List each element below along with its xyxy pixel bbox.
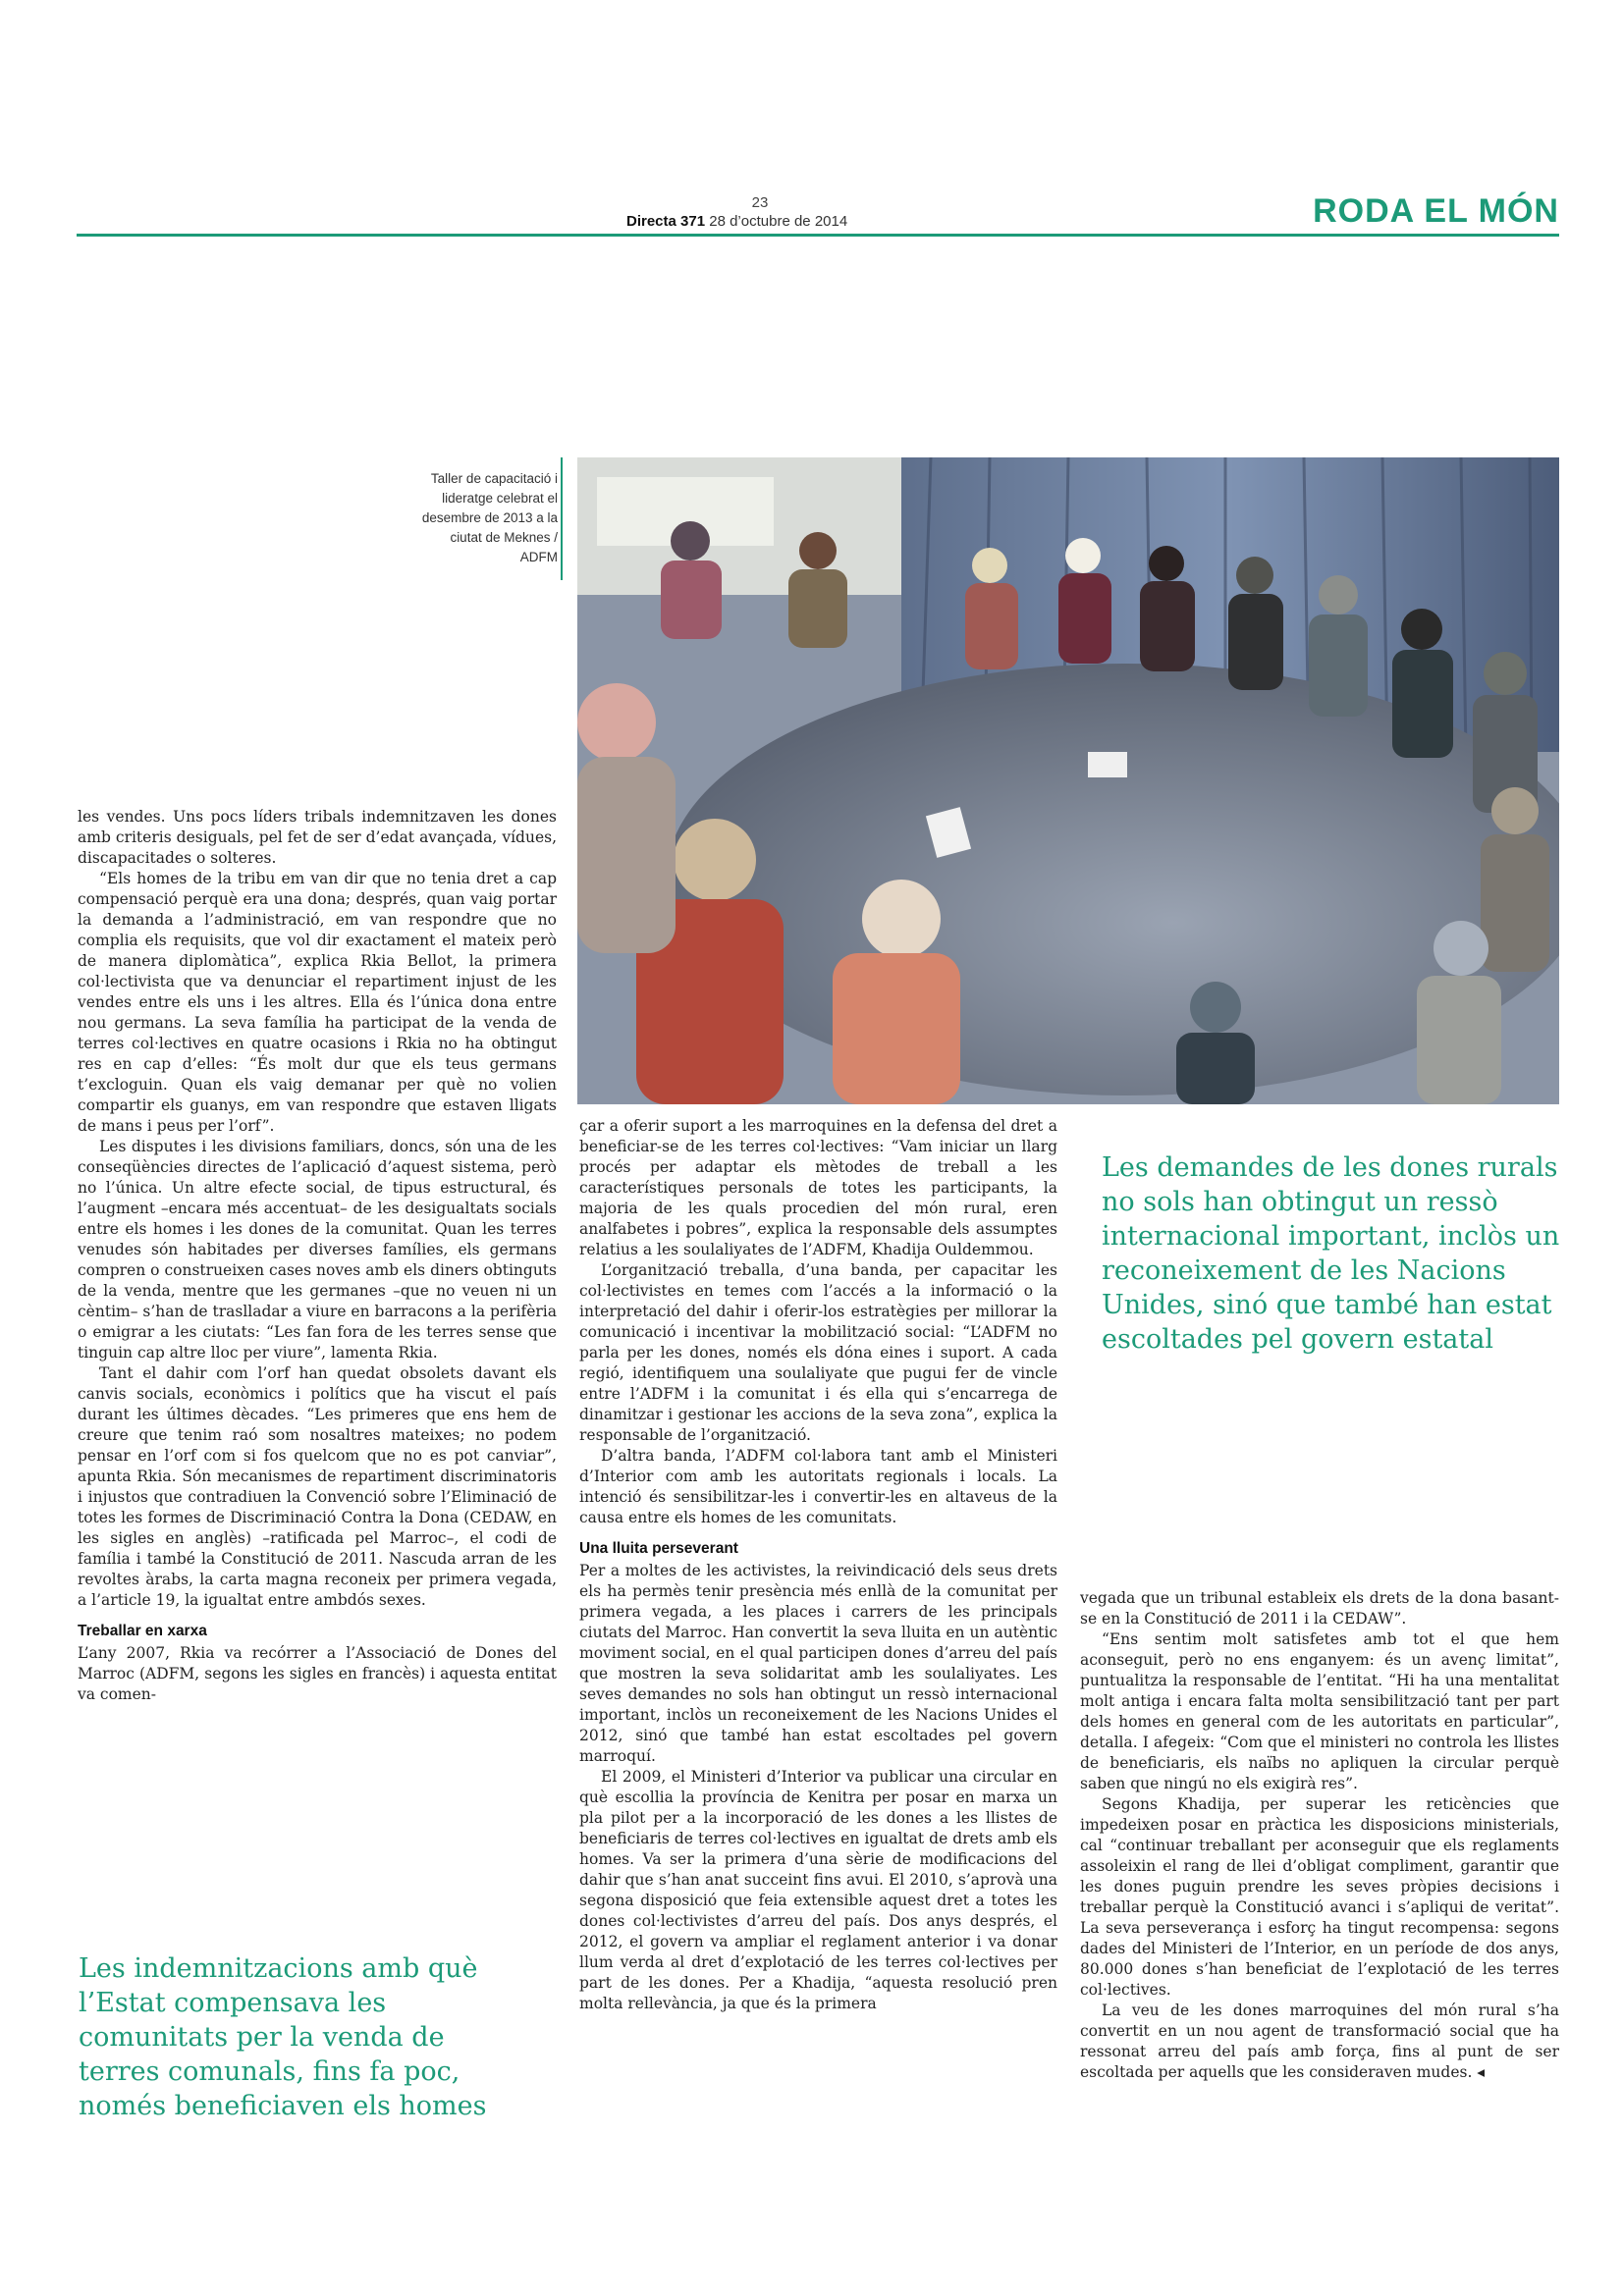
col1-paragraph-2: “Els homes de la tribu em van dir que no tenia dret a cap compensació perquè era una dona; després, quan vaig portar la demanda a l’administració, em van respondre que no complia els requisits, que vol dir exactament el mateix però de manera diplomàtica”, explica Rkia Bellot, la primera col·lectivista que va denunciar el repartiment injust de les vendes entre els uns i les altres. Ella és l’única dona entre nou germans. La seva família ha participat de la venda de terres col·lectives en quatre ocasions i Rkia no ha obtingut res en cap d’elles: “És molt dur que els teus germans t’excloguin. Quan els vaig demanar per què no volien compartir els guanys, em van respondre que estaven lligats de mans i peus per l’orf”.: [78, 870, 557, 1135]
workshop-photo-illustration: [577, 457, 1559, 1104]
col1-paragraph-5: L’any 2007, Rkia va recórrer a l’Associació de Dones del Marroc (ADFM, segons les sigles en francès) i aquesta entitat va comen-: [78, 1644, 557, 1703]
col3-paragraph-1: vegada que un tribunal estableix els drets de la dona basant-se en la Constitució de 2011 i la CEDAW”.: [1080, 1589, 1559, 1628]
col2-paragraph-5: El 2009, el Ministeri d’Interior va publicar una circular en què escollia la província de Kenitra per posar en marxa un pla pilot per a la incorporació de les dones a les llistes de beneficiaris de terres col·lectives en igualtat de drets amb els homes. Va ser la primera d’una sèrie de modificacions del dahir que s’han anat succeint fins avui. El 2010, s’aprovà una segona disposició que feia extensible aquest dret a totes les dones col·lectivistes d’arreu del país. Dos anys després, el 2012, el govern va ampliar el reglament anterior i va donar llum verda al dret d’explotació de les terres col·lectives per part de les dones. Per a Khadija, “aquesta resolució pren molta rellevància, ja que és la primera: [579, 1768, 1057, 2012]
section-title: RODA EL MÓN: [1313, 192, 1559, 230]
subheading-treballar-en-xarxa: Treballar en xarxa: [78, 1623, 207, 1639]
col2-paragraph-4: Per a moltes de les activistes, la reivindicació dels seus drets els ha permès tenir presència més enllà de la comunitat per primera vegada, a les places i carrers de les principals ciutats del Marroc. Han convertit la seva lluita en un autèntic moviment social, en el qual participen dones d’arreu del país que mostren la seva solidaritat amb les soulaliyates. Les seves demandes no sols han obtingut un ressò internacional important, inclòs un reconeixement de les Nacions Unides el 2012, sinó que també han estat escoltades pel govern marroquí.: [579, 1562, 1057, 1765]
col2-paragraph-2: L’organització treballa, d’una banda, per capacitar les col·lectivistes en temes com l’accés a la informació o la interpretació del dahir i oferir-los estratègies per millorar la comunicació i incentivar la mobilització social: “L’ADFM no parla per les dones, només els dóna eines i suport. A cada regió, identifiquem una soulaliyate que pugui fer de vincle entre l’ADFM i la comunitat i és ella qui s’encarrega de dinamitzar i gestionar les accions de la seva zona”, explica la responsable de l’organització.: [579, 1261, 1057, 1444]
publication-name: Directa 371: [626, 213, 706, 230]
col3-paragraph-4: La veu de les dones marroquines del món rural s’ha convertit en un nou agent de transformació social que ha ressonat arreu del país amb força, fins al punt de ser escoltada per aquells que les consideraven mudes. ◂: [1080, 2002, 1559, 2081]
col1-paragraph-3: Les disputes i les divisions familiars, doncs, són una de les conseqüències directes de l’aplicació d’aquest sistema, però no l’única. Un altre efecte social, de tipus estructural, és l’augment –encara més accentuat– de les desigualtats socials entre els homes i les dones de la comunitat. Quan les terres venudes són habitades per diverses famílies, els germans compren o construeixen cases noves amb els diners obtinguts de la venda, mentre que les germanes –que no veuen ni un cèntim– s’han de traslladar a viure en barracons a la perifèria o emigrar a les ciutats: “Les fan fora de les terres sense que tinguin cap altre lloc per viure”, lamenta Rkia.: [78, 1138, 557, 1362]
page-number: 23: [751, 194, 769, 211]
col1-paragraph-4: Tant el dahir com l’orf han quedat obsolets davant els canvis socials, econòmics i polítics que ha viscut el país durant les últimes dècades. “Les primeres que ens hem de creure que tenim raó som nosaltres mateixes; no podem pensar en l’orf com si fos quelcom que no es pot canviar”, apunta Rkia. Són mecanismes de repartiment discriminatoris i injustos que contradiuen la Convenció sobre l’Eliminació de totes les formes de Discriminació Contra la Dona (CEDAW, en les sigles en anglès) –ratificada pel Marroc–, el codi de família i també la Constitució de 2011. Nascuda arran de les revoltes àrabs, la carta magna reconeix per primera vegada, a l’article 19, la igualtat entre ambdós sexes.: [78, 1364, 557, 1609]
caption-rule: [561, 457, 563, 580]
article-column-1: [78, 807, 557, 1705]
subheading-una-lluita-perseverant: Una lluita perseverant: [579, 1540, 738, 1557]
article-column-2: [579, 1116, 1057, 2014]
col2-paragraph-1: çar a oferir suport a les marroquines en la defensa del dret a beneficiar-se de les terres col·lectives: “Vam iniciar un llarg procés per adaptar els mètodes de treball a les característiques personals de totes les participants, la majoria de les quals procedien del món rural, eren analfabetes i pobres”, explica la responsable dels assumptes relatius a les soulaliyates de l’ADFM, Khadija Ouldemmou.: [579, 1117, 1057, 1258]
publication-line: [626, 213, 847, 230]
workshop-photo: [577, 457, 1559, 1104]
publication-date: 28 d’octubre de 2014: [709, 213, 848, 230]
pullquote-left: Les indemnitzacions amb què l’Estat compensava les comunitats per la venda de terres comunals, fins fa poc, només beneficiaven els homes: [79, 1953, 487, 2121]
col2-paragraph-3: D’altra banda, l’ADFM col·labora tant amb el Ministeri d’Interior com amb les autoritats regionals i locals. La intenció és sensibilitzar-les i convertir-les en altaveus de la causa entre els homes de les comunitats.: [579, 1447, 1057, 1526]
pullquote-right: Les demandes de les dones rurals no sols han obtingut un ressò internacional important, inclòs un reconeixement de les Nacions Unides, sinó que també han estat escoltades pel govern estatal: [1102, 1152, 1560, 1355]
article-column-3: [1080, 1588, 1559, 2083]
photo-caption: Taller de capacitació i lideratge celebrat el desembre de 2013 a la ciutat de Meknes / ADFM: [421, 471, 558, 564]
col1-paragraph-1: les vendes. Uns pocs líders tribals indemnitzaven les dones amb criteris desiguals, pel fet de ser d’edat avançada, vídues, discapacitades o solteres.: [78, 808, 557, 867]
header-rule: [77, 234, 1559, 237]
col3-paragraph-2: “Ens sentim molt satisfetes amb tot el que hem aconseguit, però no ens enganyem: és un avenç limitat”, puntualitza la responsable de l’entitat. “Hi ha una mentalitat molt antiga i encara falta molta sensibilització tant per part dels homes en general com de les autoritats en particular”, detalla. I afegeix: “Com que el ministeri no controla les llistes de beneficiaris, els naïbs no apliquen la circular perquè saben que ningú no els exigirà res”.: [1080, 1630, 1559, 1792]
col3-paragraph-3: Segons Khadija, per superar les reticències que impedeixen posar en pràctica les disposicions ministerials, cal “continuar treballant per aconseguir que els reglaments assoleixin el rang de llei d’obligat compliment, garantir que les dones puguin prendre les seves pròpies decisions i treballar perquè la Constitució avanci i s’apliqui de veritat”. La seva perseverança i esforç ha tingut recompensa: segons dades del Ministeri de l’Interior, en un període de dos anys, 80.000 dones s’han beneficiat de l’explotació de les terres col·lectives.: [1080, 1795, 1559, 1999]
